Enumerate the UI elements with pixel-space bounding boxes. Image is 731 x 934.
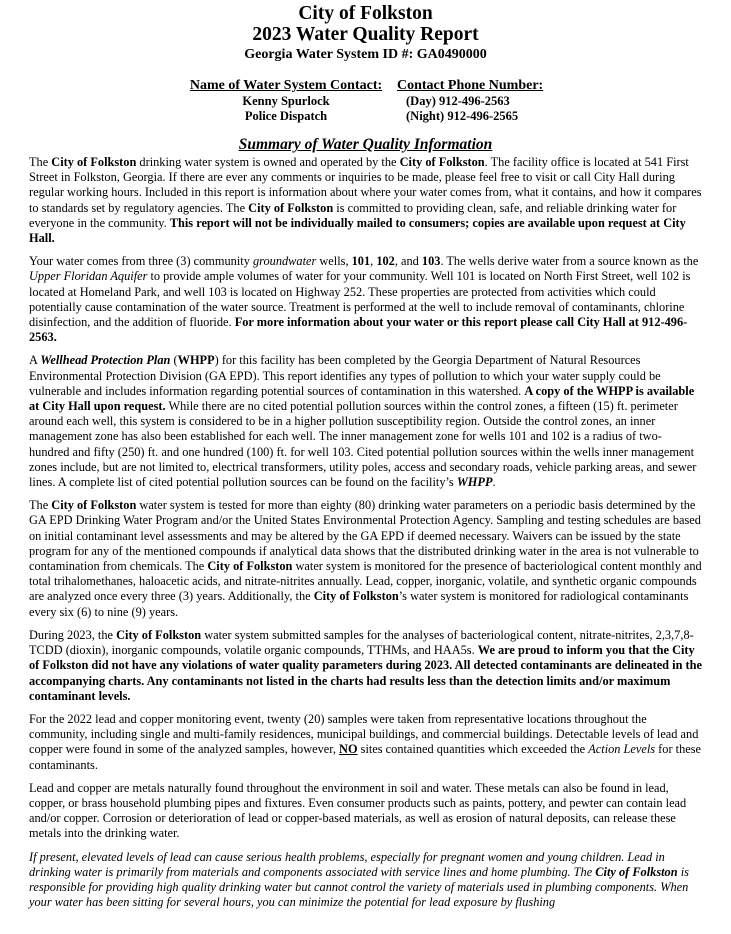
text-run: WHPP — [177, 353, 215, 368]
text-run: Upper Floridan Aquifer — [29, 269, 148, 284]
text-run: We are proud to inform you that the City of Folkston did not have any violations of water quality parameters during 2023. All detected contaminants are delineated in the accompanying charts. Any contaminants not listed in the charts had results less than the detection limits and/or maximum contaminant levels. — [29, 643, 702, 703]
city-title: City of Folkston — [298, 3, 433, 24]
text-run: City of Folkston — [313, 589, 399, 604]
text-run: WHPP — [456, 475, 493, 490]
paragraph-testing: The City of Folkston water system is tested for more than eighty (80) drinking water parameters on a periodic basis determined by the GA EPD Drinking Water Program and/or the United States Environmental Protection Agency. Sampling and testing schedules are based on initial contaminant level assessments and may be altered by the GA EPD if deemed necessary. Waivers can be issued by the state program for any of the mentioned compounds if analytical data shows that the distributed drinking water in the area is not vulnerable to contamination from chemicals. The City of Folkston water system is monitored for the presence of bacteriological content monthly and total trihalomethanes, haloacetic acids, and nitrate-nitrites annually. Lead, copper, inorganic, volatile, and synthetic organic compounds are analyzed once every three (3) years. Additionally, the City of Folkston’s water system is monitored for radiological contaminants every six (6) to nine (9) years. — [29, 498, 702, 619]
contact-name-header: Name of Water System Contact: — [189, 78, 383, 93]
paragraph-lead-health: If present, elevated levels of lead can cause serious health problems, especially for pregnant women and young children. Lead in drinking water is primarily from materials and components associated with service lines and home plumbing. The City of Folkston is responsible for providing high quality drinking water but cannot control the variety of materials used in plumbing components. When your water has been sitting for several hours, you can minimize the potential for lead exposure by flushing — [29, 849, 689, 910]
contact-block — [29, 78, 702, 134]
contact-phone: (Night) 912-496-2565 — [406, 109, 519, 123]
contact-name: Police Dispatch — [244, 109, 328, 123]
text-run: Wellhead Protection Plan — [40, 353, 171, 368]
contact-name-column — [183, 78, 389, 124]
contact-phone: (Day) 912-496-2563 — [406, 94, 510, 108]
text-run: City of Folkston — [51, 155, 137, 169]
text-run: For more information about your water or this report please call City Hall at 912-496-2563. — [29, 315, 688, 345]
paragraph-water-source: Your water comes from three (3) community groundwater wells, 101, 102, and 103. The wells derive water from a source known as the Upper Floridan Aquifer to provide ample volumes of water for your community. Well 101 is located on North First Street, well 102 is located at Homeland Park, and well 103 is located on Highway 252. These properties are protected from activities which could potentially cause contamination of the water source. Treatment is performed at the well to include removal of contaminants, chlorine disinfection, and the addition of fluoride. For more information about your water or this report please call City Hall at 912-496-2563. — [29, 254, 699, 345]
summary-heading: Summary of Water Quality Information — [238, 136, 493, 153]
text-run: City of Folkston — [595, 864, 678, 879]
text-run: City of Folkston — [248, 200, 334, 215]
text-run: 102 — [376, 254, 395, 269]
paragraph-ownership: The City of Folkston drinking water system is owned and operated by the City of Folkston. The facility office is located at 541 First Street in Folkston, Georgia. If there are ever any comments or inquiries to be made, please feel free to visit or call City Hall during regular working hours. Included in this report is information about where your water comes from, what it contains, and how it compares to standards set by regulatory agencies. The City of Folkston is committed to providing clean, safe, and reliable drinking water for everyone in the community. This report will not be individually mailed to consumers; copies are available upon request at City Hall. — [29, 155, 702, 246]
report-title: 2023 Water Quality Report — [252, 24, 479, 45]
system-id: Georgia Water System ID #: GA0490000 — [244, 47, 487, 62]
paragraph-lead-copper-monitoring: For the 2022 lead and copper monitoring event, twenty (20) samples were taken from representative locations throughout the community, including single and multi-family residences, municipal buildings, and commercial buildings. Detectable levels of lead and copper were found in some of the analyzed samples, however, NO sites contained quantities which exceeded the Action Levels for these contaminants. — [29, 711, 702, 772]
text-run: This report will not be individually mailed to consumers; copies are available upon request at City Hall. — [29, 215, 686, 246]
contact-phone-header: Contact Phone Number: — [397, 78, 544, 93]
text-run: City of Folkston — [116, 627, 202, 642]
contact-phone-column — [397, 78, 557, 124]
text-run: City of Folkston — [399, 155, 485, 169]
paragraph-2023-results: During 2023, the City of Folkston water system submitted samples for the analyses of bacteriological content, nitrate-nitrites, 2,3,7,8-TCDD (dioxin), inorganic compounds, volatile organic compounds, TTHMs, and HAA5s. We are proud to inform you that the City of Folkston did not have any violations of water quality parameters during 2023. All detected contaminants are delineated in the accompanying charts. Any contaminants not listed in the charts had results less than the detection limits and/or maximum contaminant levels. — [29, 627, 702, 703]
report-body — [29, 155, 702, 910]
text-run: City of Folkston — [207, 559, 293, 574]
contact-name: Kenny Spurlock — [242, 94, 330, 108]
paragraph-wellhead-protection: A Wellhead Protection Plan (WHPP) for this facility has been completed by the Georgia Department of Natural Resources Environmental Protection Division (GA EPD). This report identifies any types of pollution to which your water supply could be vulnerable and includes information regarding potential sources of contamination in this watershed. A copy of the WHPP is available at City Hall upon request. While there are no cited potential pollution sources within the control zones, a fifteen (15) ft. perimeter around each well, this system is considered to be in a higher pollution susceptibility region. Outside the control zones, an inner management zone has also been established for each well. The inner management zone for wells 101 and 102 is a radius of two-hundred and fifty (250) ft. and one hundred (100) ft. for well 103. Cited potential pollution sources within the wells inner management zones include, but are not limited to, electrical transformers, utility poles, access and secondary roads, vehicle parking areas, and sewer lines. A complete list of cited potential pollution sources can be found on the facility’s WHPP. — [29, 353, 697, 490]
text-run: A copy of the WHPP is available at City Hall upon request. — [29, 383, 695, 414]
text-run: City of Folkston — [51, 498, 137, 513]
paragraph-lead-copper-sources: Lead and copper are metals naturally found throughout the environment in soil and water. These metals can also be found in lead, copper, or brass household plumbing pipes and fixtures. Even consumer products such as paints, pottery, and pewter can contain lead and/or copper. Corrosion or deterioration of lead or copper-based materials, as well as erosion of natural deposits, can release these metals into the drinking water. — [29, 780, 687, 841]
text-run: Action Levels — [588, 742, 656, 757]
text-run: NO — [339, 742, 358, 757]
text-run: 103 — [421, 254, 441, 269]
text-run: groundwater — [252, 254, 317, 269]
text-run: 101 — [351, 254, 371, 269]
